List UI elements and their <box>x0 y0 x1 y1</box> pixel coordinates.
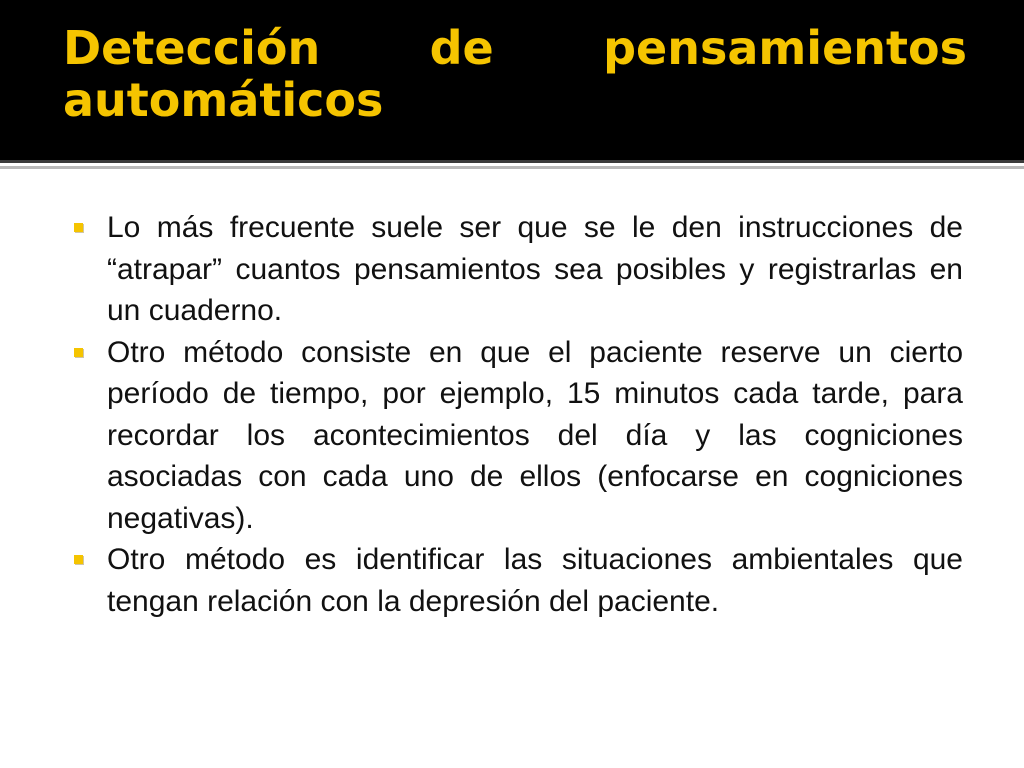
square-bullet-icon <box>74 223 83 232</box>
square-bullet-icon <box>74 555 83 564</box>
title-bar <box>0 0 1024 160</box>
bullet-text: Otro método es identificar las situaciones ambientales que tengan relación con la depresión del paciente. <box>107 543 963 618</box>
bullet-list <box>72 207 963 622</box>
bullet-text: Lo más frecuente suele ser que se le den instrucciones de “atrapar” cuantos pensamientos sea posibles y registrarlas en un cuaderno. <box>107 211 963 327</box>
square-bullet-icon <box>74 348 83 357</box>
bullet-item <box>72 332 963 540</box>
title-divider-dark <box>0 160 1024 163</box>
slide-title: Detección de pensamientos automáticos <box>63 21 967 127</box>
title-divider-light <box>0 166 1024 169</box>
bullet-item <box>72 207 963 332</box>
bullet-text: Otro método consiste en que el paciente reserve un cierto período de tiempo, por ejemplo, 15 minutos cada tarde, para recordar los acontecimientos del día y las cogniciones asociadas con cada uno de ellos (enfocarse en cogniciones negativas). <box>107 335 963 535</box>
bullet-item <box>72 539 963 622</box>
